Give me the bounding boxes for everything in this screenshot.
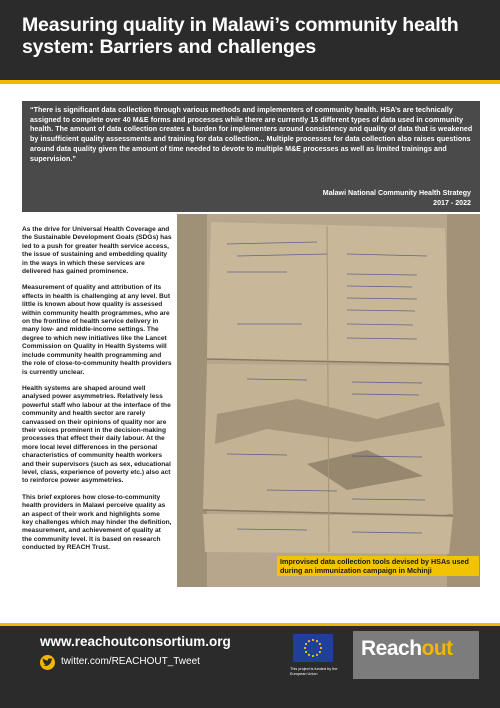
twitter-link[interactable]: twitter.com/REACHOUT_Tweet — [61, 656, 200, 667]
eu-funding-note: This project is funded by the European Union — [290, 667, 338, 676]
photo-caption: Improvised data collection tools devised by HSAs used during an immunization campaign in Mchinji — [277, 556, 479, 576]
eu-flag-icon — [293, 634, 333, 662]
body-paragraph: This brief explores how close-to-community health providers in Malawi perceive quality as an aspect of their work and highlights some key challenges which may hinder the definition, measurement, and achievement of quality at the community level. It is based on research conducted by REACH Trust. — [22, 493, 172, 552]
quote-source-name: Malawi National Community Health Strategy — [322, 189, 471, 197]
twitter-icon — [40, 655, 55, 670]
cardboard-illustration — [177, 214, 480, 587]
logo-main: Reach — [361, 637, 422, 660]
header-accent-line — [0, 80, 500, 84]
reachout-logo-text — [361, 637, 453, 661]
page-title: Measuring quality in Malawi’s community health system: Barriers and challenges — [22, 14, 459, 58]
body-text-column — [22, 226, 172, 561]
quote-source — [323, 188, 471, 209]
quote-text: “There is significant data collection through various methods and implementers of community health. HSA’s are technically assigned to complete over 40 M&E forms and processes while there are currently 15 different types of data used in community health. The amount of data collection creates a burden for implementers around consistency and quality of data that is weakened by insufficient quality assessments and training for data collection... Multiple processes for data collection also raises questions around data quality given the amount of time needed to devote to multiple M&E processes as well as limited trainings and supervision.” — [30, 106, 473, 163]
quote-source-years: 2017 - 2022 — [433, 199, 471, 208]
cardboard-photo — [177, 214, 480, 587]
eu-stars — [293, 634, 333, 662]
body-paragraph: Measurement of quality and attribution of its effects in health is challenging at any level. But little is known about how quality is assessed within community health programmes, who are on the frontline of health service delivery in many low- and middle-income settings. The degree to which new initiatives like the Lancet Commission on Quality in Health Systems will include community health programming and the role of close-to-community health providers is currently unclear. — [22, 284, 172, 376]
body-paragraph: Health systems are shaped around well analysed power asymmetries. Relatively less powerful staff who labour at the interface of the community and health sector are rarely canvassed on their opinions of quality nor are their voices prominent in the decision-making processes that effect their daily labour. At the more local level differences in the personal characteristics of community health workers and their supervisors (such as sex, educational level, class, experience of poverty etc.) also act to reinforce power asymmetries. — [22, 384, 171, 485]
body-paragraph: As the drive for Universal Health Coverage and the Sustainable Development Goals (SDGs) has led to a push for greater health service access, the issue of sustaining and embedding quality in the ways in which these services are delivered has gained prominence. — [22, 226, 172, 276]
website-link[interactable]: www.reachoutconsortium.org — [40, 634, 231, 649]
logo-highlight: out — [421, 637, 453, 660]
